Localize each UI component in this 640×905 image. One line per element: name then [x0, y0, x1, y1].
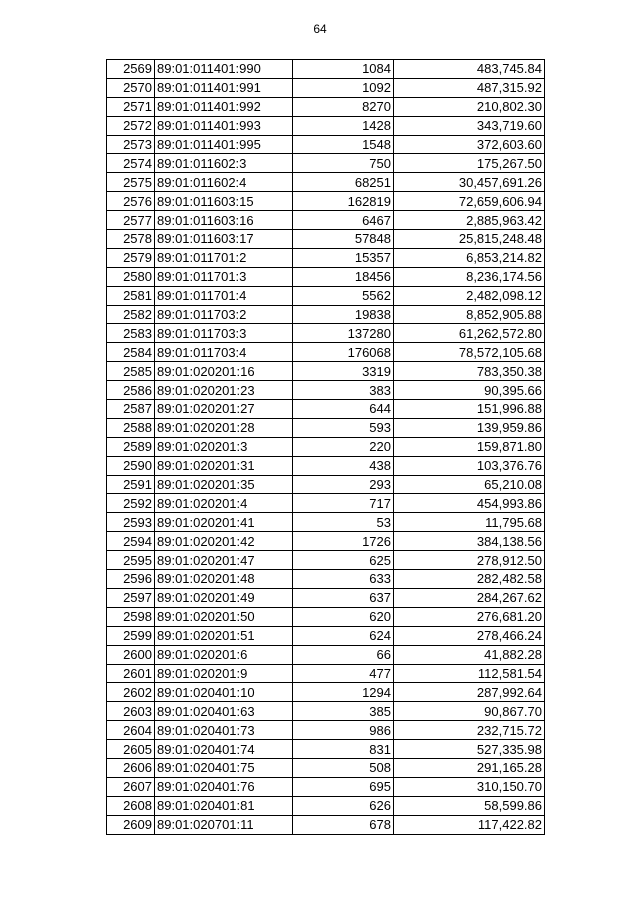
- value-cell: 282,482.58: [394, 570, 545, 589]
- row-number-cell: 2604: [107, 721, 155, 740]
- value-cell: 90,395.66: [394, 381, 545, 400]
- row-number-cell: 2584: [107, 343, 155, 362]
- cadastral-number-cell: 89:01:020401:73: [155, 721, 293, 740]
- cadastral-number-cell: 89:01:011602:4: [155, 173, 293, 192]
- row-number-cell: 2596: [107, 570, 155, 589]
- area-cell: 620: [293, 607, 394, 626]
- value-cell: 112,581.54: [394, 664, 545, 683]
- row-number-cell: 2606: [107, 758, 155, 777]
- area-cell: 53: [293, 513, 394, 532]
- table-row: [107, 211, 545, 230]
- area-cell: 717: [293, 494, 394, 513]
- area-cell: 3319: [293, 362, 394, 381]
- cadastral-number-cell: 89:01:011703:4: [155, 343, 293, 362]
- row-number-cell: 2592: [107, 494, 155, 513]
- cadastral-number-cell: 89:01:011401:991: [155, 78, 293, 97]
- table-row: [107, 418, 545, 437]
- area-cell: 986: [293, 721, 394, 740]
- cadastral-number-cell: 89:01:020701:11: [155, 815, 293, 834]
- row-number-cell: 2570: [107, 78, 155, 97]
- cadastral-number-cell: 89:01:011703:2: [155, 305, 293, 324]
- table-row: [107, 683, 545, 702]
- cadastral-number-cell: 89:01:020201:42: [155, 532, 293, 551]
- value-cell: 25,815,248.48: [394, 230, 545, 249]
- cadastral-number-cell: 89:01:020401:81: [155, 796, 293, 815]
- row-number-cell: 2576: [107, 192, 155, 211]
- cadastral-number-cell: 89:01:020401:76: [155, 777, 293, 796]
- area-cell: 162819: [293, 192, 394, 211]
- area-cell: 385: [293, 702, 394, 721]
- table-row: [107, 456, 545, 475]
- area-cell: 293: [293, 475, 394, 494]
- table-row: [107, 230, 545, 249]
- row-number-cell: 2578: [107, 230, 155, 249]
- table-row: [107, 740, 545, 759]
- cadastral-number-cell: 89:01:020201:31: [155, 456, 293, 475]
- row-number-cell: 2569: [107, 60, 155, 79]
- area-cell: 831: [293, 740, 394, 759]
- table-row: [107, 777, 545, 796]
- table-row: [107, 570, 545, 589]
- table-row: [107, 60, 545, 79]
- area-cell: 626: [293, 796, 394, 815]
- row-number-cell: 2579: [107, 248, 155, 267]
- table-row: [107, 588, 545, 607]
- cadastral-number-cell: 89:01:020201:4: [155, 494, 293, 513]
- cadastral-number-cell: 89:01:011603:15: [155, 192, 293, 211]
- area-cell: 66: [293, 645, 394, 664]
- table-row: [107, 305, 545, 324]
- row-number-cell: 2595: [107, 551, 155, 570]
- row-number-cell: 2603: [107, 702, 155, 721]
- row-number-cell: 2573: [107, 135, 155, 154]
- cadastral-number-cell: 89:01:020201:41: [155, 513, 293, 532]
- value-cell: 90,867.70: [394, 702, 545, 721]
- cadastral-number-cell: 89:01:020201:9: [155, 664, 293, 683]
- area-cell: 1428: [293, 116, 394, 135]
- row-number-cell: 2591: [107, 475, 155, 494]
- row-number-cell: 2572: [107, 116, 155, 135]
- row-number-cell: 2590: [107, 456, 155, 475]
- area-cell: 1548: [293, 135, 394, 154]
- value-cell: 61,262,572.80: [394, 324, 545, 343]
- area-cell: 18456: [293, 267, 394, 286]
- value-cell: 72,659,606.94: [394, 192, 545, 211]
- area-cell: 15357: [293, 248, 394, 267]
- area-cell: 137280: [293, 324, 394, 343]
- row-number-cell: 2594: [107, 532, 155, 551]
- row-number-cell: 2588: [107, 418, 155, 437]
- value-cell: 11,795.68: [394, 513, 545, 532]
- row-number-cell: 2608: [107, 796, 155, 815]
- row-number-cell: 2609: [107, 815, 155, 834]
- area-cell: 477: [293, 664, 394, 683]
- table-row: [107, 607, 545, 626]
- row-number-cell: 2602: [107, 683, 155, 702]
- value-cell: 78,572,105.68: [394, 343, 545, 362]
- data-table: [106, 59, 545, 835]
- row-number-cell: 2587: [107, 400, 155, 419]
- value-cell: 210,802.30: [394, 97, 545, 116]
- area-cell: 5562: [293, 286, 394, 305]
- row-number-cell: 2581: [107, 286, 155, 305]
- table-row: [107, 78, 545, 97]
- value-cell: 232,715.72: [394, 721, 545, 740]
- cadastral-number-cell: 89:01:011603:17: [155, 230, 293, 249]
- cadastral-number-cell: 89:01:020401:10: [155, 683, 293, 702]
- table-row: [107, 513, 545, 532]
- table-row: [107, 721, 545, 740]
- row-number-cell: 2583: [107, 324, 155, 343]
- value-cell: 454,993.86: [394, 494, 545, 513]
- area-cell: 1092: [293, 78, 394, 97]
- table-row: [107, 702, 545, 721]
- table-row: [107, 192, 545, 211]
- value-cell: 65,210.08: [394, 475, 545, 494]
- value-cell: 384,138.56: [394, 532, 545, 551]
- value-cell: 2,885,963.42: [394, 211, 545, 230]
- area-cell: 438: [293, 456, 394, 475]
- table-row: [107, 343, 545, 362]
- table-row: [107, 286, 545, 305]
- area-cell: 625: [293, 551, 394, 570]
- row-number-cell: 2601: [107, 664, 155, 683]
- area-cell: 220: [293, 437, 394, 456]
- area-cell: 68251: [293, 173, 394, 192]
- row-number-cell: 2598: [107, 607, 155, 626]
- row-number-cell: 2597: [107, 588, 155, 607]
- table-row: [107, 437, 545, 456]
- table-row: [107, 400, 545, 419]
- table-row: [107, 248, 545, 267]
- cadastral-number-cell: 89:01:020201:28: [155, 418, 293, 437]
- cadastral-number-cell: 89:01:020201:49: [155, 588, 293, 607]
- area-cell: 637: [293, 588, 394, 607]
- area-cell: 8270: [293, 97, 394, 116]
- area-cell: 1084: [293, 60, 394, 79]
- area-cell: 678: [293, 815, 394, 834]
- value-cell: 487,315.92: [394, 78, 545, 97]
- area-cell: 593: [293, 418, 394, 437]
- area-cell: 624: [293, 626, 394, 645]
- value-cell: 287,992.64: [394, 683, 545, 702]
- page-number: 64: [313, 22, 327, 36]
- table-row: [107, 97, 545, 116]
- table-row: [107, 116, 545, 135]
- value-cell: 2,482,098.12: [394, 286, 545, 305]
- value-cell: 151,996.88: [394, 400, 545, 419]
- value-cell: 527,335.98: [394, 740, 545, 759]
- area-cell: 383: [293, 381, 394, 400]
- area-cell: 695: [293, 777, 394, 796]
- row-number-cell: 2589: [107, 437, 155, 456]
- cadastral-number-cell: 89:01:011602:3: [155, 154, 293, 173]
- value-cell: 278,466.24: [394, 626, 545, 645]
- row-number-cell: 2607: [107, 777, 155, 796]
- table-row: [107, 664, 545, 683]
- row-number-cell: 2585: [107, 362, 155, 381]
- area-cell: 1726: [293, 532, 394, 551]
- row-number-cell: 2605: [107, 740, 155, 759]
- value-cell: 276,681.20: [394, 607, 545, 626]
- value-cell: 483,745.84: [394, 60, 545, 79]
- table-row: [107, 815, 545, 834]
- cadastral-number-cell: 89:01:020201:23: [155, 381, 293, 400]
- cadastral-number-cell: 89:01:020201:48: [155, 570, 293, 589]
- value-cell: 372,603.60: [394, 135, 545, 154]
- cadastral-number-cell: 89:01:011603:16: [155, 211, 293, 230]
- cadastral-number-cell: 89:01:011401:992: [155, 97, 293, 116]
- row-number-cell: 2574: [107, 154, 155, 173]
- row-number-cell: 2593: [107, 513, 155, 532]
- table-row: [107, 645, 545, 664]
- table-row: [107, 796, 545, 815]
- area-cell: 57848: [293, 230, 394, 249]
- cadastral-number-cell: 89:01:020201:3: [155, 437, 293, 456]
- table-row: [107, 324, 545, 343]
- cadastral-number-cell: 89:01:020401:63: [155, 702, 293, 721]
- value-cell: 278,912.50: [394, 551, 545, 570]
- cadastral-number-cell: 89:01:011401:995: [155, 135, 293, 154]
- cadastral-number-cell: 89:01:020201:27: [155, 400, 293, 419]
- table-row: [107, 173, 545, 192]
- cadastral-number-cell: 89:01:011703:3: [155, 324, 293, 343]
- table-row: [107, 494, 545, 513]
- value-cell: 6,853,214.82: [394, 248, 545, 267]
- value-cell: 343,719.60: [394, 116, 545, 135]
- cadastral-number-cell: 89:01:011401:993: [155, 116, 293, 135]
- value-cell: 783,350.38: [394, 362, 545, 381]
- cadastral-number-cell: 89:01:020401:75: [155, 758, 293, 777]
- cadastral-number-cell: 89:01:020201:16: [155, 362, 293, 381]
- row-number-cell: 2571: [107, 97, 155, 116]
- area-cell: 1294: [293, 683, 394, 702]
- row-number-cell: 2582: [107, 305, 155, 324]
- row-number-cell: 2580: [107, 267, 155, 286]
- row-number-cell: 2600: [107, 645, 155, 664]
- cadastral-number-cell: 89:01:020201:35: [155, 475, 293, 494]
- row-number-cell: 2599: [107, 626, 155, 645]
- cadastral-number-cell: 89:01:011401:990: [155, 60, 293, 79]
- value-cell: 103,376.76: [394, 456, 545, 475]
- table-row: [107, 551, 545, 570]
- area-cell: 19838: [293, 305, 394, 324]
- value-cell: 30,457,691.26: [394, 173, 545, 192]
- row-number-cell: 2575: [107, 173, 155, 192]
- table-row: [107, 362, 545, 381]
- cadastral-number-cell: 89:01:011701:4: [155, 286, 293, 305]
- cadastral-number-cell: 89:01:011701:2: [155, 248, 293, 267]
- table-row: [107, 532, 545, 551]
- cadastral-number-cell: 89:01:020201:51: [155, 626, 293, 645]
- value-cell: 58,599.86: [394, 796, 545, 815]
- table-row: [107, 135, 545, 154]
- value-cell: 284,267.62: [394, 588, 545, 607]
- value-cell: 41,882.28: [394, 645, 545, 664]
- area-cell: 176068: [293, 343, 394, 362]
- area-cell: 633: [293, 570, 394, 589]
- table-row: [107, 381, 545, 400]
- value-cell: 117,422.82: [394, 815, 545, 834]
- area-cell: 750: [293, 154, 394, 173]
- cadastral-number-cell: 89:01:011701:3: [155, 267, 293, 286]
- cadastral-number-cell: 89:01:020201:6: [155, 645, 293, 664]
- table-row: [107, 267, 545, 286]
- row-number-cell: 2577: [107, 211, 155, 230]
- area-cell: 644: [293, 400, 394, 419]
- cadastral-number-cell: 89:01:020401:74: [155, 740, 293, 759]
- table-row: [107, 154, 545, 173]
- row-number-cell: 2586: [107, 381, 155, 400]
- value-cell: 175,267.50: [394, 154, 545, 173]
- cadastral-number-cell: 89:01:020201:50: [155, 607, 293, 626]
- area-cell: 6467: [293, 211, 394, 230]
- table-row: [107, 758, 545, 777]
- table-row: [107, 475, 545, 494]
- area-cell: 508: [293, 758, 394, 777]
- value-cell: 8,236,174.56: [394, 267, 545, 286]
- value-cell: 310,150.70: [394, 777, 545, 796]
- value-cell: 159,871.80: [394, 437, 545, 456]
- value-cell: 291,165.28: [394, 758, 545, 777]
- cadastral-number-cell: 89:01:020201:47: [155, 551, 293, 570]
- table-row: [107, 626, 545, 645]
- value-cell: 8,852,905.88: [394, 305, 545, 324]
- table-body: [107, 60, 545, 835]
- value-cell: 139,959.86: [394, 418, 545, 437]
